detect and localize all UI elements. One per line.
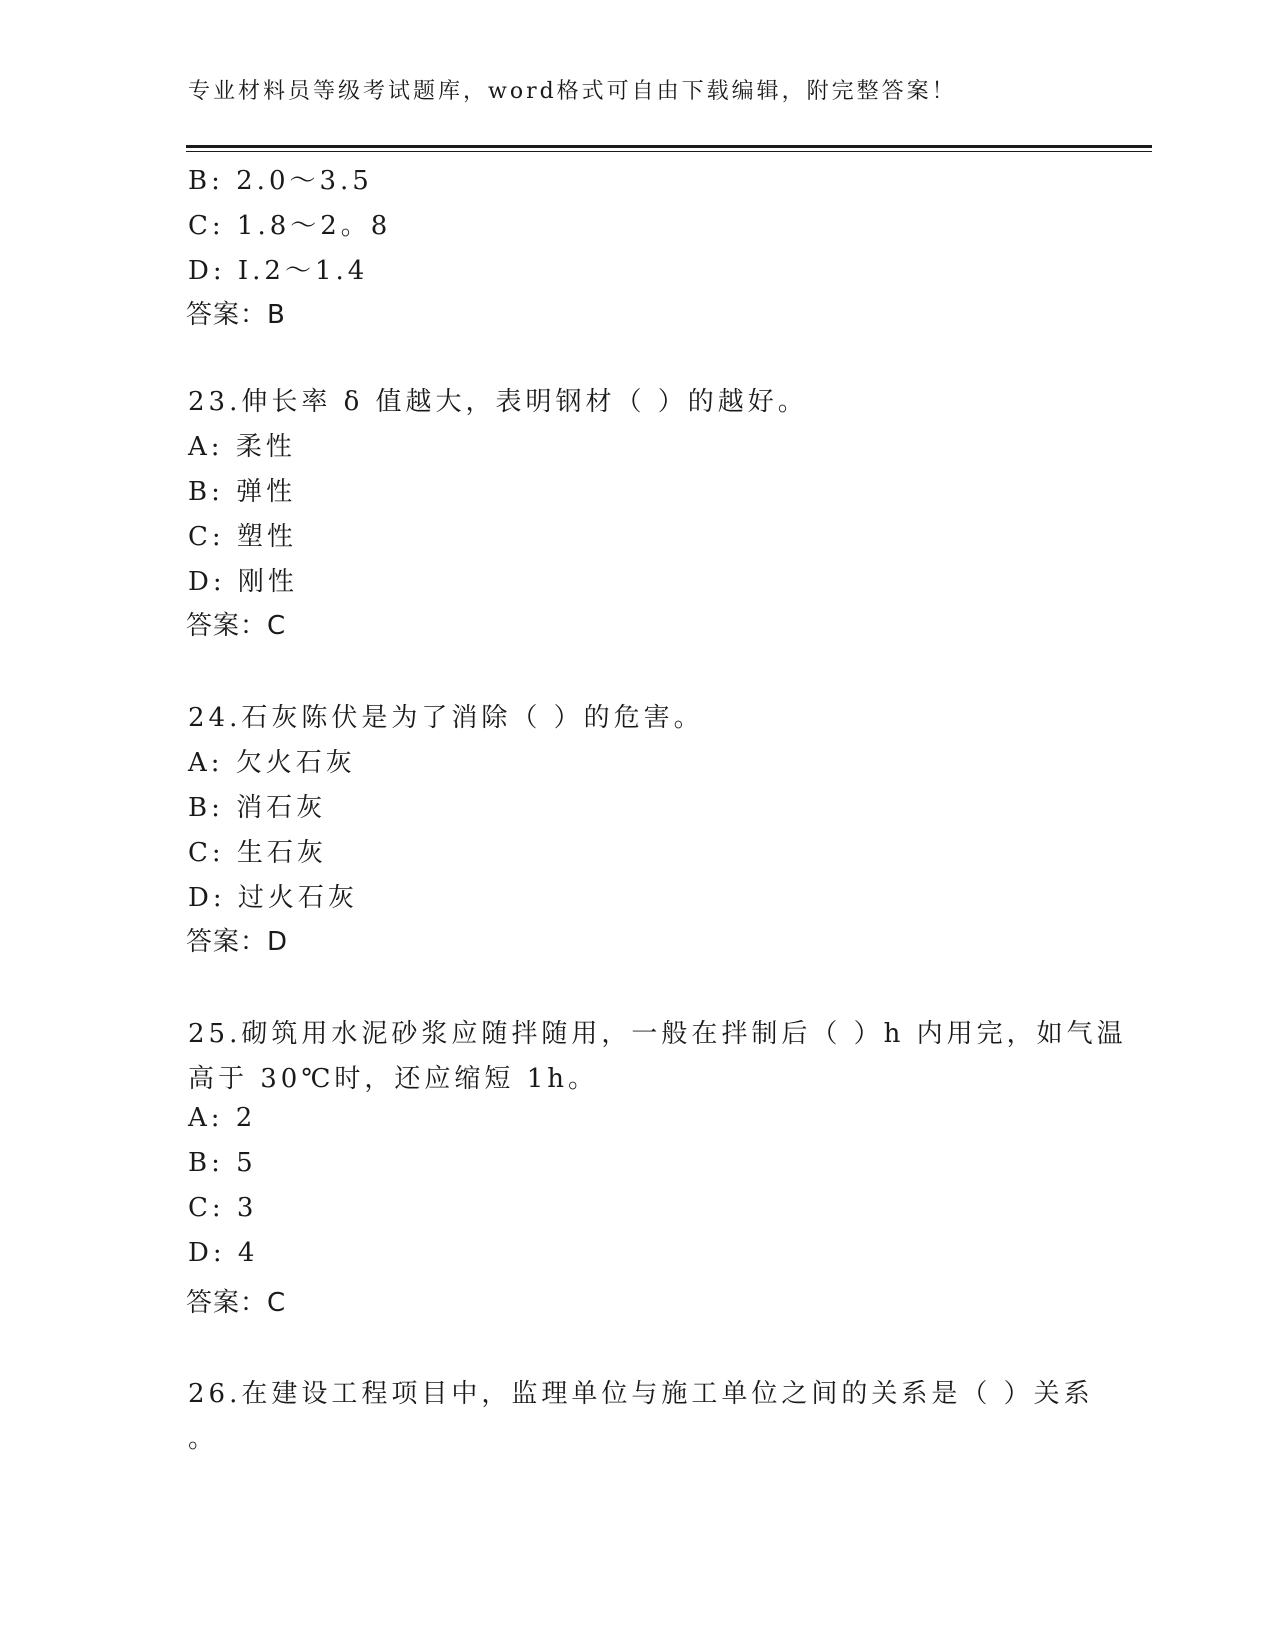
header-rule-thick — [186, 145, 1152, 148]
option-a: A: 欠火石灰 — [188, 748, 356, 778]
option-d: D: 过火石灰 — [188, 883, 358, 913]
option-b: B: 2.0～3.5 — [188, 166, 373, 196]
question-stem: 23.伸长率 δ 值越大，表明钢材（ ）的越好。 — [188, 387, 808, 417]
option-b: B: 5 — [188, 1148, 257, 1178]
header-rule-thin — [186, 151, 1152, 152]
option-b: B: 弹性 — [188, 477, 297, 507]
question-stem-line-2: 高于 30℃时，还应缩短 1h。 — [188, 1064, 598, 1094]
question-stem-line-1: 26.在建设工程项目中，监理单位与施工单位之间的关系是（ ）关系 — [188, 1379, 1094, 1409]
option-c: C: 生石灰 — [188, 838, 327, 868]
page-header: 专业材料员等级考试题库，word格式可自由下载编辑，附完整答案！ — [188, 79, 957, 104]
option-c: C: 1.8～2。8 — [188, 211, 392, 241]
option-d: D: I.2～1.4 — [188, 256, 369, 286]
answer: 答案：C — [186, 611, 287, 641]
answer: 答案：C — [186, 1288, 287, 1318]
option-a: A: 2 — [188, 1103, 257, 1133]
option-c: C: 塑性 — [188, 522, 297, 552]
answer: 答案：D — [186, 927, 289, 957]
question-stem-line-2: 。 — [188, 1424, 219, 1454]
answer: 答案：B — [186, 300, 286, 330]
question-stem-line-1: 25.砌筑用水泥砂浆应随拌随用，一般在拌制后（ ）h 内用完，如气温 — [188, 1019, 1127, 1049]
option-d: D: 4 — [188, 1238, 259, 1268]
option-d: D: 刚性 — [188, 567, 298, 597]
option-c: C: 3 — [188, 1193, 258, 1223]
option-b: B: 消石灰 — [188, 793, 327, 823]
question-stem: 24.石灰陈伏是为了消除（ ）的危害。 — [188, 703, 704, 733]
option-a: A: 柔性 — [188, 432, 296, 462]
